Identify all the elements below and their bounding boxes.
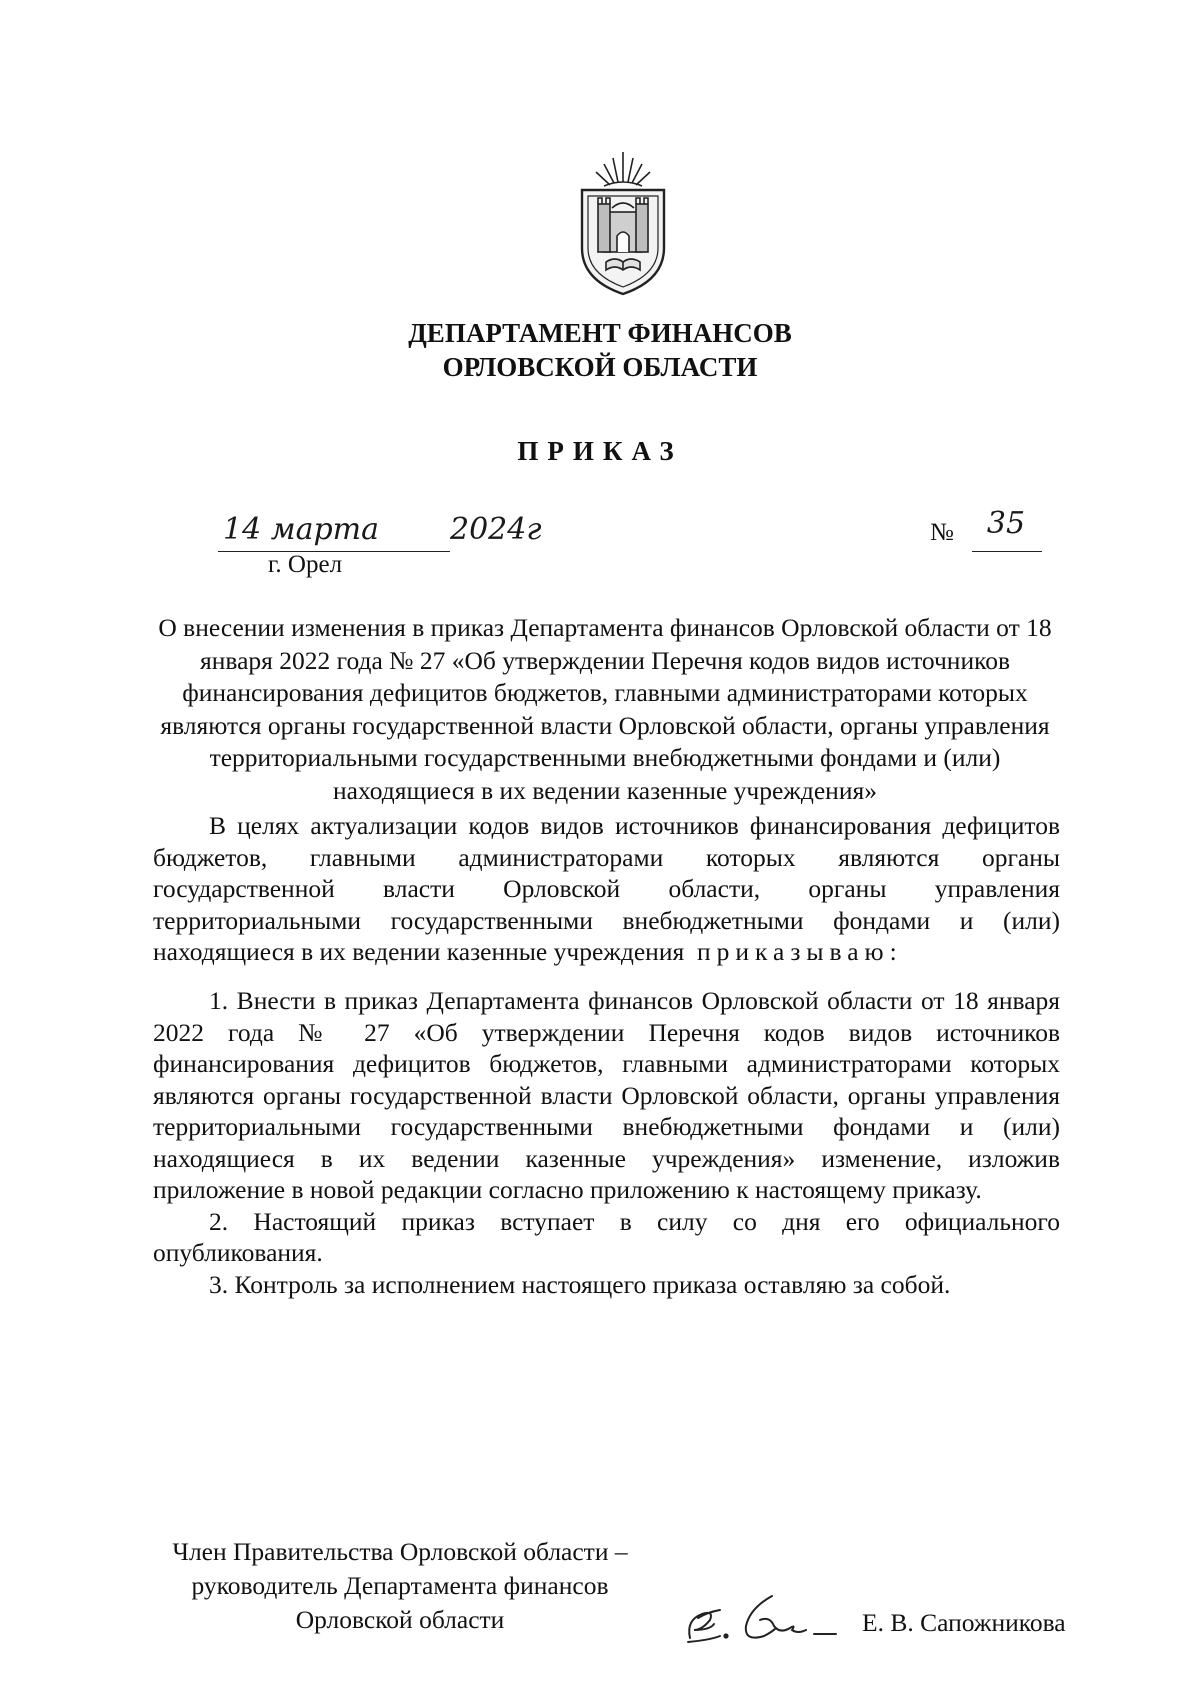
- department-name-line2: ОРЛОВСКОЙ ОБЛАСТИ: [442, 352, 758, 382]
- order-date-handwritten: 14 марта: [223, 512, 380, 547]
- order-item-2: 2. Настоящий приказ вступает в силу со дня его официального опубликования.: [153, 1206, 1060, 1267]
- coat-of-arms-icon: [568, 148, 678, 298]
- signatory-position-line1: Член Правительства Орловской области –: [172, 1537, 628, 1566]
- order-item-3: 3. Контроль за исполнением настоящего приказа оставляю за собой.: [209, 1269, 951, 1299]
- order-number-handwritten: 35: [986, 506, 1026, 541]
- signatory-position-line2: руководитель Департамента финансов: [191, 1571, 609, 1600]
- city-label: г. Орел: [268, 551, 343, 578]
- number-label: №: [930, 519, 954, 546]
- handwritten-signature-icon: [680, 1590, 845, 1650]
- order-item-1: 1. Внести в приказ Департамента финансов Орловской области от 18 января 2022 года № 27 «Об утверждении Перечня кодов видов источников финансирования дефицитов бюджетов, главными администраторами которых являются органы государственной власти Орловской области, органы управления территориальными государственными внебюджетными фондами и (или) находящиеся в их ведении казенные учреждения» изменение, изложив приложение в новой редакции согласно приложению к настоящему приказу.: [153, 986, 1060, 1204]
- department-name-line1: ДЕПАРТАМЕНТ ФИНАНСОВ: [408, 318, 792, 348]
- signer-name: Е. В. Сапожникова: [862, 1608, 1066, 1637]
- preamble-text: В целях актуализации кодов видов источников финансирования дефицитов бюджетов, главными администраторами которых являются органы государственной власти Орловской области, органы управления территориальными государственными внебюджетными фондами и (или) находящиеся в их ведении казенные учреждения: [153, 811, 1060, 966]
- preamble: [153, 810, 1060, 968]
- order-subject: О внесении изменения в приказ Департамента финансов Орловской области от 18 января 2022 года № 27 «Об утверждении Перечня кодов видов источников финансирования дефицитов бюджетов, главными администраторами которых являются органы государственной власти Орловской области, органы управления территориальными государственными внебюджетными фондами и (или) находящиеся в их ведении казенные учреждения»: [158, 613, 1052, 805]
- signatory-position: [140, 1535, 660, 1637]
- signatory-position-line3: Орловской области: [295, 1605, 505, 1634]
- document-type-title: ПРИКАЗ: [517, 436, 683, 466]
- preamble-command: приказываю:: [696, 937, 903, 966]
- order-items: [153, 985, 1060, 1300]
- number-underline: [972, 551, 1042, 552]
- order-year-handwritten: 2024г: [450, 512, 542, 547]
